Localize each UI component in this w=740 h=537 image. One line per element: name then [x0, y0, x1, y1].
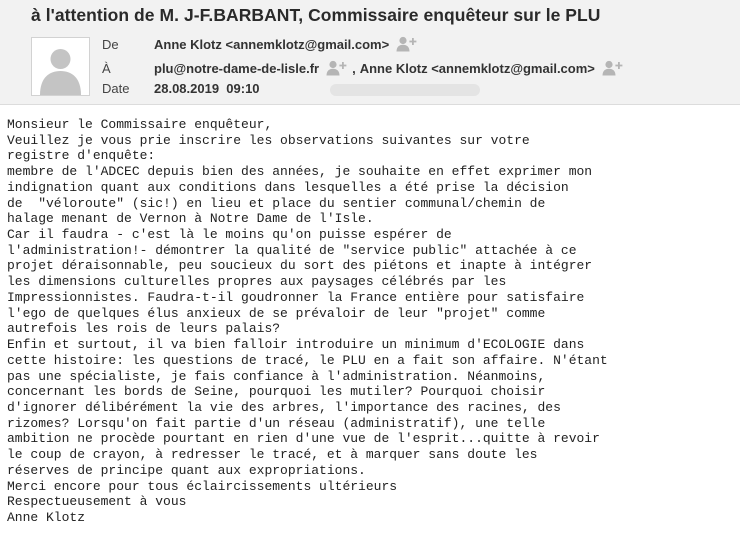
to-field — [154, 60, 624, 76]
email-body-line: concernant les bords de Seine, pourquoi les mutiler? Pourquoi choisir — [7, 384, 546, 400]
to-label: À — [102, 61, 111, 76]
date-field — [154, 81, 260, 96]
email-body-line: d'ignorer délibérément la vie des arbres, l'importance des racines, des — [7, 399, 561, 415]
email-body-line: l'administration!- démontrer la qualité de "service public" attachée à ce — [7, 242, 577, 258]
email-body-line: pas une spécialiste, je fais confiance à l'administration. Néanmoins, — [7, 368, 546, 384]
from-address[interactable]: Anne Klotz <annemklotz@gmail.com> — [154, 36, 390, 52]
email-body-line: Merci encore pour tous éclaircissements ultérieurs — [7, 478, 398, 494]
email-subject: à l'attention de M. J-F.BARBANT, Commissaire enquêteur sur le PLU — [31, 5, 601, 25]
email-body — [7, 117, 608, 526]
date-label: Date — [102, 81, 130, 96]
sender-avatar — [31, 37, 90, 96]
to-address-1[interactable]: plu@notre-dame-de-lisle.fr — [154, 60, 320, 76]
add-contact-icon[interactable] — [396, 36, 418, 52]
email-body-line: Impressionnistes. Faudra-t-il goudronner la France entière pour satisfaire — [7, 289, 585, 305]
email-body-line: les dimensions culturelles propres aux paysages célébrés par les — [7, 274, 507, 290]
from-field — [154, 36, 418, 52]
add-contact-icon[interactable] — [326, 60, 348, 76]
email-body-line: ambition ne procède pourtant en rien d'une vue de l'esprit...quitte à revoir — [7, 431, 600, 447]
email-body-line: autrefois les rois de leurs palais? — [7, 321, 281, 337]
email-body-line: le coup de crayon, à redresser le tracé, et à marquer sans doute les — [7, 447, 538, 463]
from-label: De — [102, 37, 119, 52]
email-body-line: Anne Klotz — [7, 509, 86, 525]
email-body-line: projet déraisonnable, peu soucieux du sort des piétons et inapte à intégrer — [7, 258, 593, 274]
email-body-line: cette histoire: les questions de tracé, le PLU en a fait son affaire. N'étant — [7, 352, 608, 368]
email-body-line: Respectueusement à vous — [7, 494, 187, 510]
email-body-line: rizomes? Lorsqu'on fait partie d'un réseau (administratif), une telle — [7, 415, 546, 431]
to-address-2[interactable]: Anne Klotz <annemklotz@gmail.com> — [359, 60, 595, 76]
email-body-line: Car il faudra - c'est là le moins qu'on puisse espérer de — [7, 227, 452, 243]
email-body-line: Veuillez je vous prie inscrire les observations suivantes sur votre — [7, 132, 530, 148]
email-header — [0, 0, 740, 105]
email-body-line: membre de l'ADCEC depuis bien des années, je souhaite en effet exprimer mon — [7, 164, 593, 180]
person-silhouette-icon — [32, 38, 89, 95]
email-body-line: de "véloroute" (sic!) en lieu et place du sentier communal/chemin de — [7, 195, 546, 211]
date-value: 28.08.2019 09:10 — [154, 81, 260, 96]
email-body-line: indignation quant aux conditions dans lesquelles a été prise la décision — [7, 179, 569, 195]
email-body-line: registre d'enquête: — [7, 148, 156, 164]
add-contact-icon[interactable] — [602, 60, 624, 76]
to-separator: , — [352, 60, 356, 76]
redacted-area — [330, 84, 480, 96]
email-body-line: halage menant de Vernon à Notre Dame de l'Isle. — [7, 211, 374, 227]
email-body-line: Enfin et surtout, il va bien falloir introduire un minimum d'ECOLOGIE dans — [7, 337, 585, 353]
email-body-line: réserves de principe quant aux expropriations. — [7, 462, 366, 478]
email-body-line: l'ego de quelques élus anxieux de se prévaloir de leur "projet" comme — [7, 305, 546, 321]
email-body-line: Monsieur le Commissaire enquêteur, — [7, 117, 273, 132]
